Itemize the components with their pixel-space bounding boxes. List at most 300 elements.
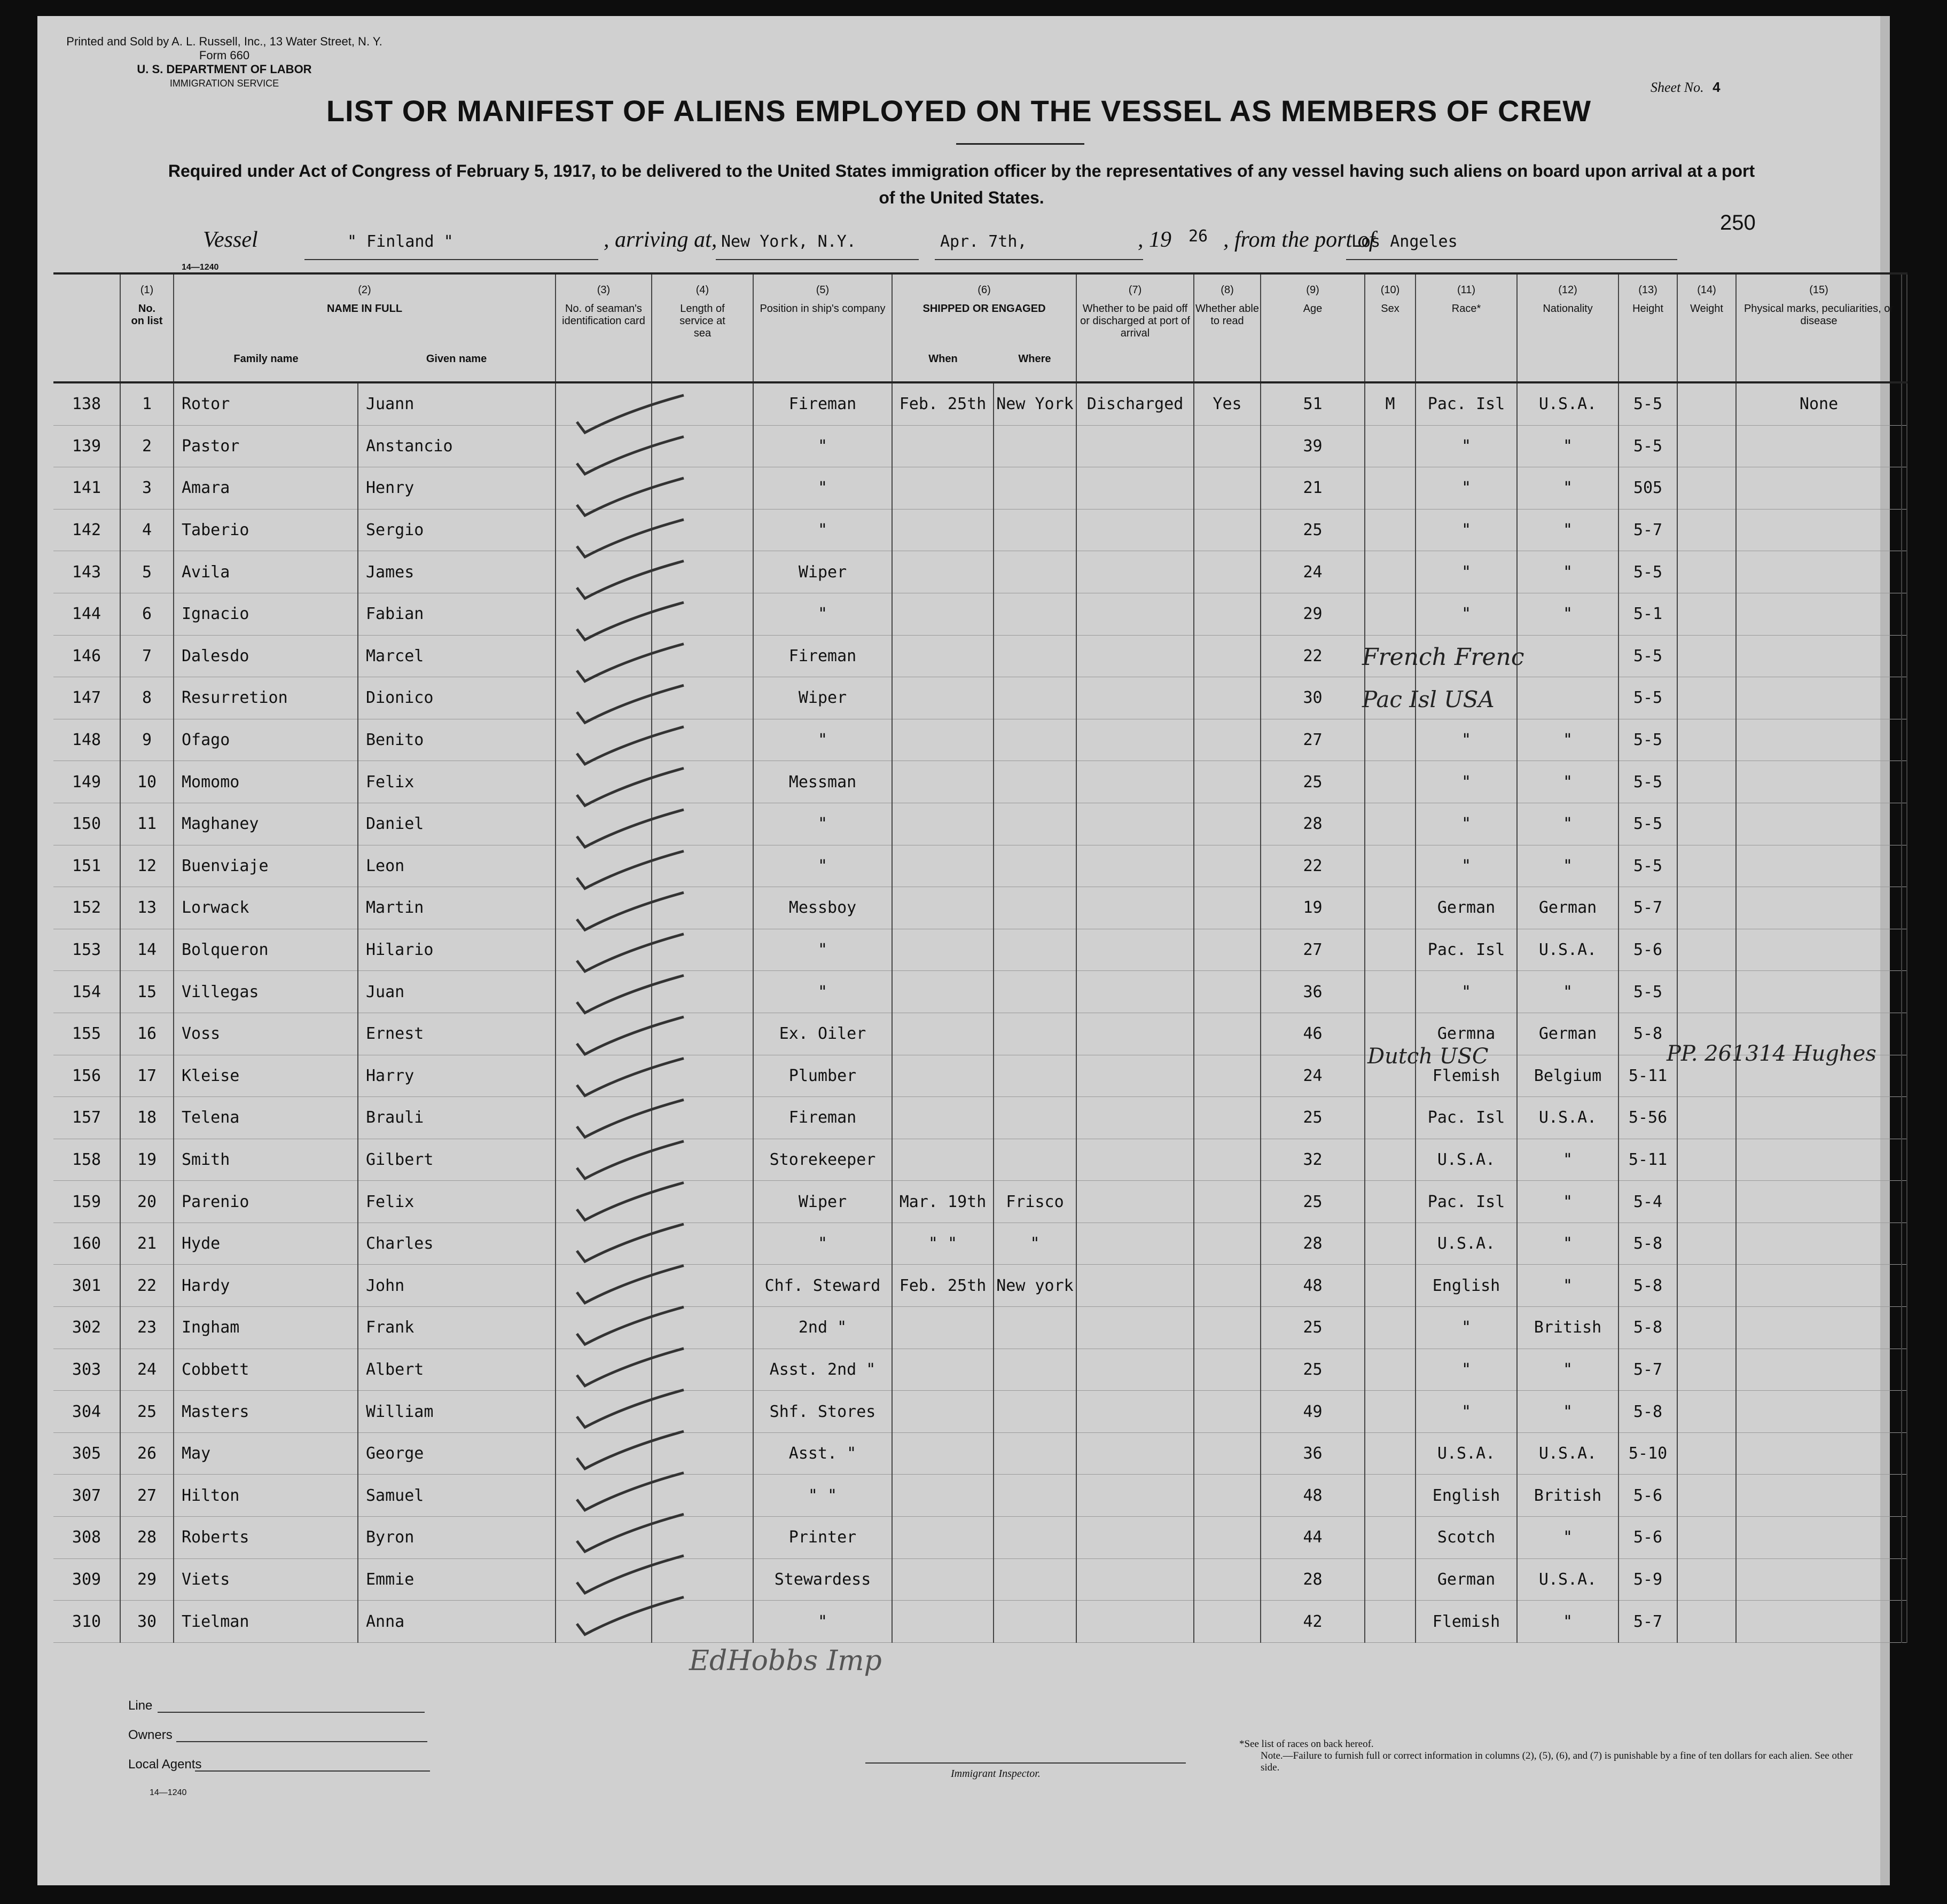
cell-height: 5-6 xyxy=(1618,1517,1677,1559)
cell-age: 22 xyxy=(1261,845,1365,887)
cell-where xyxy=(994,425,1076,467)
col-nationality-header: (12) Nationality xyxy=(1517,273,1618,382)
cell-no: 30 xyxy=(120,1601,174,1643)
cell-family: Roberts xyxy=(174,1517,358,1559)
cell-nationality: " xyxy=(1517,509,1618,551)
cell-read xyxy=(1194,467,1261,510)
cell-position: Fireman xyxy=(753,635,892,677)
cell-where xyxy=(994,1391,1076,1433)
cell-no: 16 xyxy=(120,1013,174,1055)
cell-weight xyxy=(1677,1181,1736,1223)
cell-weight xyxy=(1677,1307,1736,1349)
table-row xyxy=(53,1517,1907,1559)
cell-nationality xyxy=(1517,677,1618,719)
cell-sex xyxy=(1365,887,1416,929)
cell-margin: 309 xyxy=(53,1558,120,1601)
cell-age: 25 xyxy=(1261,1307,1365,1349)
cell-when xyxy=(892,929,994,971)
cell-race: " xyxy=(1416,1391,1517,1433)
cell-position: " xyxy=(753,845,892,887)
cell-no: 25 xyxy=(120,1391,174,1433)
cell-position: " xyxy=(753,1601,892,1643)
cell-age: 36 xyxy=(1261,1432,1365,1475)
cell-no: 21 xyxy=(120,1223,174,1265)
cell-read xyxy=(1194,1349,1261,1391)
cell-read xyxy=(1194,887,1261,929)
cell-where xyxy=(994,1558,1076,1601)
cell-where xyxy=(994,761,1076,803)
form-number: Form 660 xyxy=(199,49,250,62)
checkmark-icon xyxy=(577,561,684,598)
date-underline xyxy=(935,259,1143,260)
cell-no: 20 xyxy=(120,1181,174,1223)
cell-when xyxy=(892,677,994,719)
department-name: U. S. DEPARTMENT OF LABOR xyxy=(137,62,312,76)
cell-blank xyxy=(1902,887,1907,929)
cell-age: 25 xyxy=(1261,1349,1365,1391)
cell-sex xyxy=(1365,1558,1416,1601)
cell-blank xyxy=(1902,929,1907,971)
cell-race: " xyxy=(1416,803,1517,845)
cell-sex xyxy=(1365,1139,1416,1181)
cell-nationality: " xyxy=(1517,425,1618,467)
inspector-signature: EdHobbs Imp xyxy=(689,1645,882,1677)
cell-height: 5-5 xyxy=(1618,845,1677,887)
table-row xyxy=(53,1223,1907,1265)
cell-race: U.S.A. xyxy=(1416,1223,1517,1265)
cell-position: Wiper xyxy=(753,677,892,719)
cell-nationality: U.S.A. xyxy=(1517,382,1618,425)
cell-sex xyxy=(1365,467,1416,510)
cell-marks xyxy=(1736,1432,1902,1475)
checkmark-icon xyxy=(577,1597,684,1634)
cell-blank xyxy=(1902,467,1907,510)
cell-paid xyxy=(1076,1475,1194,1517)
cell-read xyxy=(1194,425,1261,467)
cell-paid xyxy=(1076,1265,1194,1307)
cell-nationality: " xyxy=(1517,1223,1618,1265)
cell-where xyxy=(994,1517,1076,1559)
cell-weight xyxy=(1677,719,1736,761)
cell-given: Hilario xyxy=(358,929,556,971)
cell-margin: 310 xyxy=(53,1601,120,1643)
col-no-header: (1) No. on list xyxy=(120,273,174,382)
cell-given: Samuel xyxy=(358,1475,556,1517)
cell-where xyxy=(994,509,1076,551)
cell-position: Asst. 2nd " xyxy=(753,1349,892,1391)
cell-blank xyxy=(1902,1475,1907,1517)
cell-position: " xyxy=(753,425,892,467)
cell-no: 5 xyxy=(120,551,174,593)
cell-family: Maghaney xyxy=(174,803,358,845)
cell-given: Leon xyxy=(358,845,556,887)
cell-blank xyxy=(1902,1265,1907,1307)
cell-marks xyxy=(1736,1265,1902,1307)
cell-race: " xyxy=(1416,971,1517,1013)
cell-family: Buenviaje xyxy=(174,845,358,887)
cell-sex xyxy=(1365,929,1416,971)
cell-read xyxy=(1194,1517,1261,1559)
checkmark-icon xyxy=(577,602,684,640)
cell-nationality: " xyxy=(1517,971,1618,1013)
cell-marks xyxy=(1736,467,1902,510)
cell-margin: 302 xyxy=(53,1307,120,1349)
cell-sex xyxy=(1365,1223,1416,1265)
cell-height: 5-5 xyxy=(1618,382,1677,425)
cell-weight xyxy=(1677,1349,1736,1391)
cell-margin: 305 xyxy=(53,1432,120,1475)
blank-header xyxy=(1902,273,1907,382)
footer-owners-label: Owners xyxy=(128,1728,173,1742)
cell-sex xyxy=(1365,719,1416,761)
cell-paid xyxy=(1076,593,1194,635)
cell-weight xyxy=(1677,1475,1736,1517)
cell-age: 25 xyxy=(1261,509,1365,551)
cell-family: Bolqueron xyxy=(174,929,358,971)
cell-family: Momomo xyxy=(174,761,358,803)
cell-when xyxy=(892,467,994,510)
cell-height: 5-5 xyxy=(1618,971,1677,1013)
year-value: 26 xyxy=(1188,227,1208,246)
col-position-header: (5) Position in ship's company xyxy=(753,273,892,382)
cell-blank xyxy=(1902,1601,1907,1643)
cell-family: Lorwack xyxy=(174,887,358,929)
table-row xyxy=(53,677,1907,719)
cell-height: 5-1 xyxy=(1618,593,1677,635)
cell-margin: 158 xyxy=(53,1139,120,1181)
table-row xyxy=(53,1181,1907,1223)
cell-sex xyxy=(1365,845,1416,887)
cell-position: Wiper xyxy=(753,551,892,593)
table-row xyxy=(53,719,1907,761)
cell-paid xyxy=(1076,929,1194,971)
cell-position: " xyxy=(753,509,892,551)
cell-family: Resurretion xyxy=(174,677,358,719)
cell-where xyxy=(994,467,1076,510)
cell-family: Ingham xyxy=(174,1307,358,1349)
cell-position: " xyxy=(753,803,892,845)
table-row xyxy=(53,509,1907,551)
cell-nationality: " xyxy=(1517,803,1618,845)
cell-family: Hyde xyxy=(174,1223,358,1265)
vessel-name: " Finland " xyxy=(347,232,453,251)
cell-when: Mar. 19th xyxy=(892,1181,994,1223)
cell-when xyxy=(892,1601,994,1643)
cell-read xyxy=(1194,761,1261,803)
cell-when xyxy=(892,1517,994,1559)
cell-marks xyxy=(1736,887,1902,929)
cell-when: Feb. 25th xyxy=(892,1265,994,1307)
cell-race: " xyxy=(1416,425,1517,467)
cell-no: 7 xyxy=(120,635,174,677)
cell-where xyxy=(994,593,1076,635)
inspector-rule xyxy=(865,1762,1186,1764)
cell-blank xyxy=(1902,845,1907,887)
cell-nationality: " xyxy=(1517,1517,1618,1559)
cell-given: Fabian xyxy=(358,593,556,635)
cell-blank xyxy=(1902,1391,1907,1433)
checkmark-icon xyxy=(577,727,684,764)
table-row xyxy=(53,1475,1907,1517)
cell-no: 24 xyxy=(120,1349,174,1391)
checkmark-icon xyxy=(577,810,684,847)
cell-race: " xyxy=(1416,1349,1517,1391)
cell-margin: 307 xyxy=(53,1475,120,1517)
cell-read xyxy=(1194,1601,1261,1643)
cell-race: German xyxy=(1416,1558,1517,1601)
cell-position: Asst. " xyxy=(753,1432,892,1475)
cell-margin: 159 xyxy=(53,1181,120,1223)
cell-marks xyxy=(1736,1391,1902,1433)
cell-weight xyxy=(1677,929,1736,971)
cell-weight xyxy=(1677,551,1736,593)
cell-when xyxy=(892,1139,994,1181)
checkmark-icon xyxy=(577,685,684,723)
cell-when xyxy=(892,1391,994,1433)
cell-paid xyxy=(1076,803,1194,845)
cell-paid xyxy=(1076,1349,1194,1391)
cell-given: Brauli xyxy=(358,1097,556,1139)
cell-height: 5-6 xyxy=(1618,929,1677,971)
cell-given: Felix xyxy=(358,761,556,803)
cell-when xyxy=(892,887,994,929)
checkmark-icon xyxy=(577,1141,684,1179)
cell-weight xyxy=(1677,382,1736,425)
cell-age: 48 xyxy=(1261,1475,1365,1517)
checkmark-icon xyxy=(577,1307,684,1344)
cell-no: 11 xyxy=(120,803,174,845)
footer-owners-rule xyxy=(176,1741,427,1742)
cell-paid xyxy=(1076,1391,1194,1433)
footer-note-races: *See list of races on back hereof. xyxy=(1239,1738,1374,1750)
cell-where xyxy=(994,971,1076,1013)
cell-no: 2 xyxy=(120,425,174,467)
cell-family: Ignacio xyxy=(174,593,358,635)
cell-no: 13 xyxy=(120,887,174,929)
cell-when xyxy=(892,971,994,1013)
cell-when xyxy=(892,1558,994,1601)
cell-where xyxy=(994,887,1076,929)
cell-nationality: " xyxy=(1517,1349,1618,1391)
cell-given: Albert xyxy=(358,1349,556,1391)
cell-age: 30 xyxy=(1261,677,1365,719)
cell-when: Feb. 25th xyxy=(892,382,994,425)
cell-family: Amara xyxy=(174,467,358,510)
cell-weight xyxy=(1677,1265,1736,1307)
cell-paid xyxy=(1076,1097,1194,1139)
cell-read xyxy=(1194,845,1261,887)
cell-margin: 141 xyxy=(53,467,120,510)
arriving-port: New York, N.Y. xyxy=(721,232,856,251)
cell-read xyxy=(1194,1223,1261,1265)
cell-sex xyxy=(1365,593,1416,635)
cell-race: U.S.A. xyxy=(1416,1432,1517,1475)
cell-nationality: German xyxy=(1517,887,1618,929)
footer-line-rule xyxy=(158,1712,425,1713)
cell-paid xyxy=(1076,719,1194,761)
cell-paid xyxy=(1076,1307,1194,1349)
cell-height: 5-8 xyxy=(1618,1307,1677,1349)
cell-blank xyxy=(1902,677,1907,719)
cell-weight xyxy=(1677,887,1736,929)
cell-margin: 301 xyxy=(53,1265,120,1307)
cell-sex xyxy=(1365,761,1416,803)
cell-where xyxy=(994,719,1076,761)
cell-age: 27 xyxy=(1261,929,1365,971)
cell-read xyxy=(1194,719,1261,761)
cell-no: 15 xyxy=(120,971,174,1013)
cell-sex xyxy=(1365,1265,1416,1307)
cell-when xyxy=(892,593,994,635)
checkmark-icon xyxy=(577,768,684,805)
checkmark-icon xyxy=(577,1473,684,1510)
cell-when xyxy=(892,1013,994,1055)
vessel-label: Vessel xyxy=(203,228,258,252)
cell-sex xyxy=(1365,803,1416,845)
year-label: , 19 xyxy=(1138,228,1171,252)
cell-race: Pac. Isl xyxy=(1416,382,1517,425)
cell-no: 23 xyxy=(120,1307,174,1349)
cell-position: " xyxy=(753,593,892,635)
cell-paid xyxy=(1076,635,1194,677)
cell-when xyxy=(892,425,994,467)
cell-weight xyxy=(1677,845,1736,887)
cell-where xyxy=(994,677,1076,719)
checkmark-icon xyxy=(577,1556,684,1593)
printer-block xyxy=(53,35,395,90)
cell-when xyxy=(892,803,994,845)
cell-where xyxy=(994,1097,1076,1139)
table-row xyxy=(53,1139,1907,1181)
cell-family: Tielman xyxy=(174,1601,358,1643)
checkmark-icon xyxy=(577,1390,684,1427)
cell-weight xyxy=(1677,467,1736,510)
cell-nationality: " xyxy=(1517,467,1618,510)
cell-height: 5-6 xyxy=(1618,1475,1677,1517)
cell-margin: 148 xyxy=(53,719,120,761)
cell-blank xyxy=(1902,425,1907,467)
footer-line-label: Line xyxy=(128,1698,153,1713)
cell-given: Juann xyxy=(358,382,556,425)
cell-paid xyxy=(1076,1558,1194,1601)
cell-family: Villegas xyxy=(174,971,358,1013)
cell-weight xyxy=(1677,971,1736,1013)
cell-family: Kleise xyxy=(174,1055,358,1097)
cell-age: 22 xyxy=(1261,635,1365,677)
cell-nationality: " xyxy=(1517,1391,1618,1433)
from-port: Los Angeles xyxy=(1351,232,1458,251)
cell-no: 12 xyxy=(120,845,174,887)
cell-paid xyxy=(1076,677,1194,719)
cell-position: " " xyxy=(753,1475,892,1517)
cell-sex xyxy=(1365,1432,1416,1475)
sheet-number-value: 4 xyxy=(1713,79,1721,95)
cell-given: Sergio xyxy=(358,509,556,551)
service-name: IMMIGRATION SERVICE xyxy=(169,78,279,89)
cell-paid xyxy=(1076,1601,1194,1643)
cell-race: Scotch xyxy=(1416,1517,1517,1559)
cell-nationality: " xyxy=(1517,1139,1618,1181)
table-row xyxy=(53,1601,1907,1643)
cell-blank xyxy=(1902,1223,1907,1265)
cell-margin: 304 xyxy=(53,1391,120,1433)
cell-weight xyxy=(1677,1391,1736,1433)
margin-header xyxy=(53,273,120,382)
footer-note-penalty: Note.—Failure to furnish full or correct information in columns (2), (5), (6), and (7) is punishable by a fine of ten dollars for each alien. See other side. xyxy=(1261,1750,1853,1773)
cell-no: 19 xyxy=(120,1139,174,1181)
cell-family: Avila xyxy=(174,551,358,593)
cell-given: Byron xyxy=(358,1517,556,1559)
cell-margin: 155 xyxy=(53,1013,120,1055)
cell-age: 39 xyxy=(1261,425,1365,467)
cell-nationality: British xyxy=(1517,1475,1618,1517)
cell-height: 5-7 xyxy=(1618,509,1677,551)
cell-family: Viets xyxy=(174,1558,358,1601)
cell-family: Masters xyxy=(174,1391,358,1433)
cell-race: Germna xyxy=(1416,1013,1517,1055)
cell-given: Juan xyxy=(358,971,556,1013)
cell-position: Messboy xyxy=(753,887,892,929)
cell-given: Gilbert xyxy=(358,1139,556,1181)
cell-no: 26 xyxy=(120,1432,174,1475)
cell-margin: 150 xyxy=(53,803,120,845)
cell-where xyxy=(994,635,1076,677)
cell-nationality: Belgium xyxy=(1517,1055,1618,1097)
cell-marks xyxy=(1736,551,1902,593)
cell-race: Pac. Isl xyxy=(1416,1097,1517,1139)
cell-no: 29 xyxy=(120,1558,174,1601)
cell-height: 5-8 xyxy=(1618,1391,1677,1433)
cell-age: 36 xyxy=(1261,971,1365,1013)
cell-no: 22 xyxy=(120,1265,174,1307)
cell-read xyxy=(1194,593,1261,635)
cell-where xyxy=(994,1475,1076,1517)
cell-position: Plumber xyxy=(753,1055,892,1097)
cell-margin: 151 xyxy=(53,845,120,887)
cell-read xyxy=(1194,1097,1261,1139)
cell-weight xyxy=(1677,1601,1736,1643)
cell-marks xyxy=(1736,929,1902,971)
cell-marks xyxy=(1736,1558,1902,1601)
col-marks-header: (15) Physical marks, peculiarities, or disease xyxy=(1736,273,1902,382)
cell-family: Hardy xyxy=(174,1265,358,1307)
cell-weight xyxy=(1677,761,1736,803)
cell-blank xyxy=(1902,1349,1907,1391)
cell-blank xyxy=(1902,551,1907,593)
table-row xyxy=(53,971,1907,1013)
cell-no: 18 xyxy=(120,1097,174,1139)
handwritten-note-row17: PP. 261314 Hughes xyxy=(1667,1041,1876,1066)
cell-read xyxy=(1194,929,1261,971)
cell-paid xyxy=(1076,887,1194,929)
cell-when: " " xyxy=(892,1223,994,1265)
table-row xyxy=(53,1307,1907,1349)
cell-nationality: " xyxy=(1517,1265,1618,1307)
cell-age: 28 xyxy=(1261,1558,1365,1601)
cell-given: Harry xyxy=(358,1055,556,1097)
crew-table xyxy=(53,272,1907,1643)
cell-height: 5-8 xyxy=(1618,1013,1677,1055)
cell-position: Printer xyxy=(753,1517,892,1559)
cell-height: 5-8 xyxy=(1618,1223,1677,1265)
cell-read xyxy=(1194,677,1261,719)
cell-position: 2nd " xyxy=(753,1307,892,1349)
cell-given: Charles xyxy=(358,1223,556,1265)
cell-race: " xyxy=(1416,467,1517,510)
cell-position: Wiper xyxy=(753,1181,892,1223)
checkmark-icon xyxy=(577,1059,684,1096)
cell-race: " xyxy=(1416,719,1517,761)
